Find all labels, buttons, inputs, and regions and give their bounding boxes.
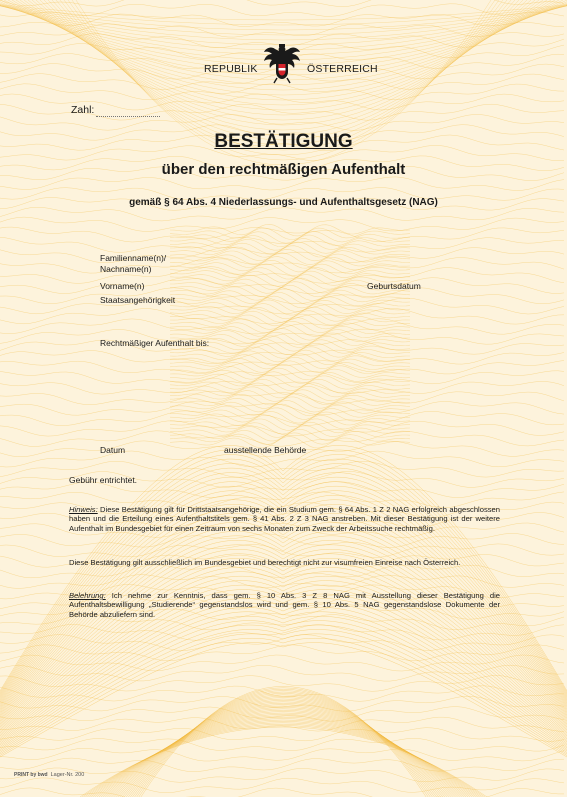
header-republik: REPUBLIK xyxy=(204,63,258,75)
footer-brand: PRINT by bwd xyxy=(14,772,48,778)
field-geburtsdatum-label: Geburtsdatum xyxy=(367,281,421,291)
field-nachname-label: Nachname(n) xyxy=(100,264,152,274)
gebuehr-note: Gebühr entrichtet. xyxy=(69,475,138,485)
field-behoerde-label: ausstellende Behörde xyxy=(224,445,307,455)
belehrung-text: Ich nehme zur Kenntnis, dass gem. § 10 Abs. 3 Z 8 NAG mit Ausstellung dieser Bestätigung die Aufenthaltsbewilligung „Studierende“ gegenstandslos wird und gem. § 10 Abs. 5 NAG gegenstandslose Dokumente der Behörde abzuliefern sind. xyxy=(69,591,500,619)
field-vorname-label: Vorname(n) xyxy=(100,281,145,291)
footer-imprint xyxy=(14,772,84,778)
belehrung-label: Belehrung: xyxy=(69,591,106,600)
field-staatsangehoerigkeit-label: Staatsangehörigkeit xyxy=(100,295,176,305)
austrian-eagle-icon xyxy=(262,40,302,84)
hinweis-paragraph xyxy=(69,505,500,533)
document-subtitle: über den rechtmäßigen Aufenthalt xyxy=(161,161,406,178)
zahl-field-line xyxy=(96,116,160,117)
field-familienname-label: Familienname(n)/ xyxy=(100,253,167,263)
zahl-label: Zahl: xyxy=(71,104,95,116)
footer-lager: Lager-Nr. 200 xyxy=(50,772,85,778)
header-oesterreich: ÖSTERREICH xyxy=(307,63,378,75)
belehrung-paragraph xyxy=(69,591,500,619)
document-title: BESTÄTIGUNG xyxy=(214,131,353,152)
law-reference: gemäß § 64 Abs. 4 Niederlassungs- und Aufenthaltsgesetz (NAG) xyxy=(129,197,438,208)
hinweis-text: Diese Bestätigung gilt für Drittstaatsangehörige, die ein Studium gem. § 64 Abs. 1 Z 2 NAG erfolgreich abgeschlossen haben und die Erteilung eines Aufenthaltstitels gem. § 41 Abs. 2 Z 3 NAG anstreben. Mit dieser Bestätigung ist der weitere Aufenthalt im Bundesgebiet für einen Zeitraum von sechs Monaten zum Zweck der Arbeitssuche rechtmäßig. xyxy=(69,505,500,533)
gueltigkeit-paragraph: Diese Bestätigung gilt ausschließlich im Bundesgebiet und berechtigt nicht zur visumfreien Einreise nach Österreich. xyxy=(69,558,461,567)
field-datum-label: Datum xyxy=(100,445,126,455)
hinweis-label: Hinweis: xyxy=(69,505,98,514)
field-aufenthalt-bis-label: Rechtmäßiger Aufenthalt bis: xyxy=(100,338,210,348)
